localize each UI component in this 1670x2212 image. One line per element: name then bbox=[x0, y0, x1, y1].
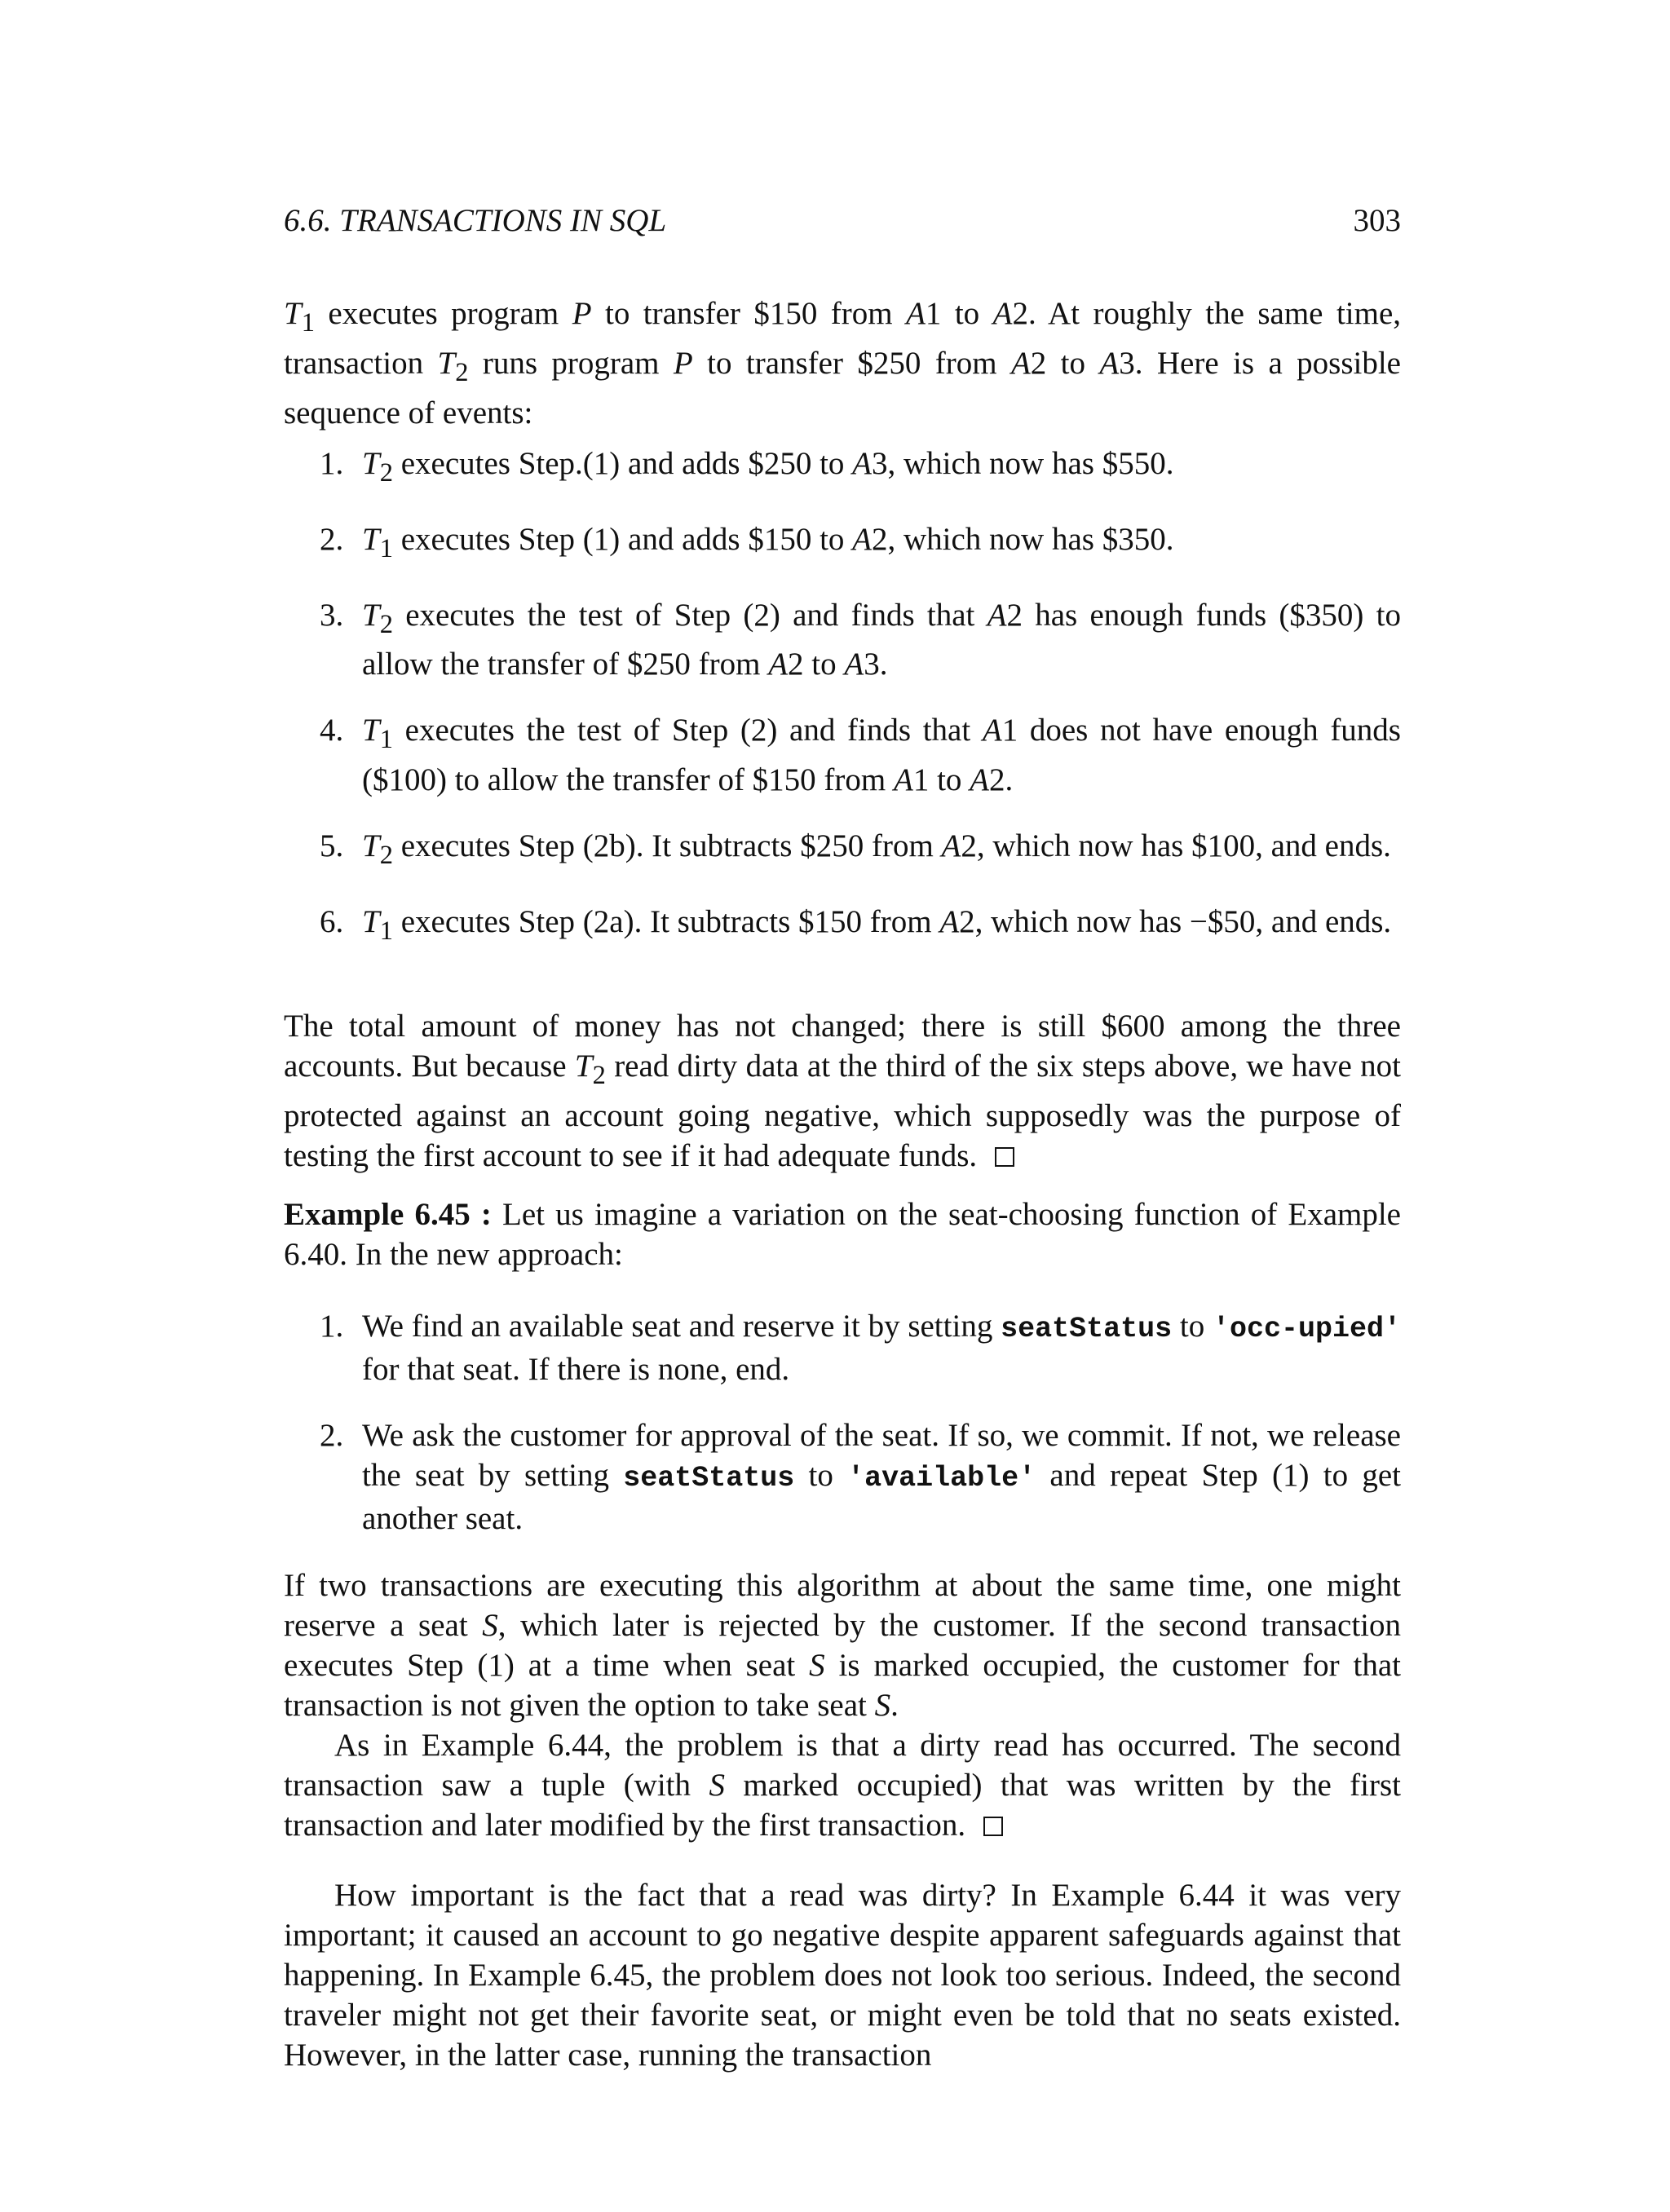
section-title: 6.6. TRANSACTIONS IN SQL bbox=[284, 203, 667, 238]
intro-paragraph: $T_1$ executes program P to transfer $150 from A1 to A2. At roughly the same time, transaction $T_2$ runs program P to transfer $250 from A2 to A3. Here is a possible sequence of events: bbox=[284, 296, 1402, 430]
list-item: 3. $T_2$ executes the test of Step (2) and finds that A2 has enough funds ($350) to allow the transfer of $250 from A2 to A3. bbox=[320, 597, 1401, 682]
body-paragraph: How important is the fact that a read was dirty? In Example 6.44 it was very important; it caused an account to go negative despite apparent safeguards against that happening. In Example 6.45, the problem does not look too serious. Indeed, the second traveler might not get their favorite seat, or might even be told that no seats existed. However, in the latter case, running the transaction bbox=[284, 1878, 1401, 2073]
list-item: 1. $T_2$ executes Step.(1) and adds $250 to A3, which now has $550. bbox=[320, 446, 1174, 488]
example-paragraph: Example 6.45 : Let us imagine a variation on the seat-choosing function of Example 6.40. In the new approach: bbox=[284, 1197, 1401, 1272]
list-item: 4. $T_1$ executes the test of Step (2) and finds that A1 does not have enough funds ($100) to allow the transfer of $150 from A1 to A2. bbox=[320, 713, 1401, 798]
code-term: 'occ-upied' bbox=[1212, 1313, 1402, 1345]
page-number: 303 bbox=[1353, 203, 1401, 238]
body-paragraph: If two transactions are executing this algorithm at about the same time, one might reserve a seat S, which later is rejected by the customer. If the second transaction executes Step (1) at a time when seat S is marked occupied, the customer for that transaction is not given the option to take seat S. bbox=[284, 1568, 1402, 1723]
code-term: 'available' bbox=[847, 1462, 1036, 1495]
end-of-example-mark bbox=[995, 1147, 1014, 1167]
example-label: Example 6.45 : bbox=[284, 1197, 492, 1232]
list-item: 5. $T_2$ executes Step (2b). It subtracts $250 from A2, which now has $100, and ends. bbox=[320, 828, 1391, 870]
example-steps-list bbox=[284, 1306, 1401, 1539]
running-head bbox=[284, 201, 1401, 241]
list-item: 2. $T_1$ executes Step (1) and adds $150 to A2, which now has $350. bbox=[320, 521, 1174, 563]
event-sequence-list bbox=[284, 444, 1401, 951]
code-term: seatStatus bbox=[623, 1462, 795, 1495]
list-item: 2. We ask the customer for approval of the seat. If so, we commit. If not, we release the seat by setting seatStatus to 'available' and repeat Step (1) to get another seat. bbox=[320, 1418, 1401, 1536]
body-paragraph: As in Example 6.44, the problem is that a dirty read has occurred. The second transaction saw a tuple (with S marked occupied) that was written by the first transaction and later modified by the first transaction. bbox=[284, 1728, 1402, 1843]
code-term: seatStatus bbox=[1001, 1313, 1173, 1345]
summary-paragraph: The total amount of money has not changed; there is still $600 among the three accounts. But because $T_2$ read dirty data at the third of the six steps above, we have not protected against an account going negative, which supposedly was the purpose of testing the first account to see if it had adequate funds. bbox=[284, 1009, 1401, 1173]
list-item: 1. We find an available seat and reserve it by setting seatStatus to 'occ-upied' for that seat. If there is none, end. bbox=[320, 1309, 1402, 1387]
end-of-example-mark bbox=[983, 1817, 1003, 1836]
list-item: 6. $T_1$ executes Step (2a). It subtracts $150 from A2, which now has −$50, and ends. bbox=[320, 903, 1392, 946]
